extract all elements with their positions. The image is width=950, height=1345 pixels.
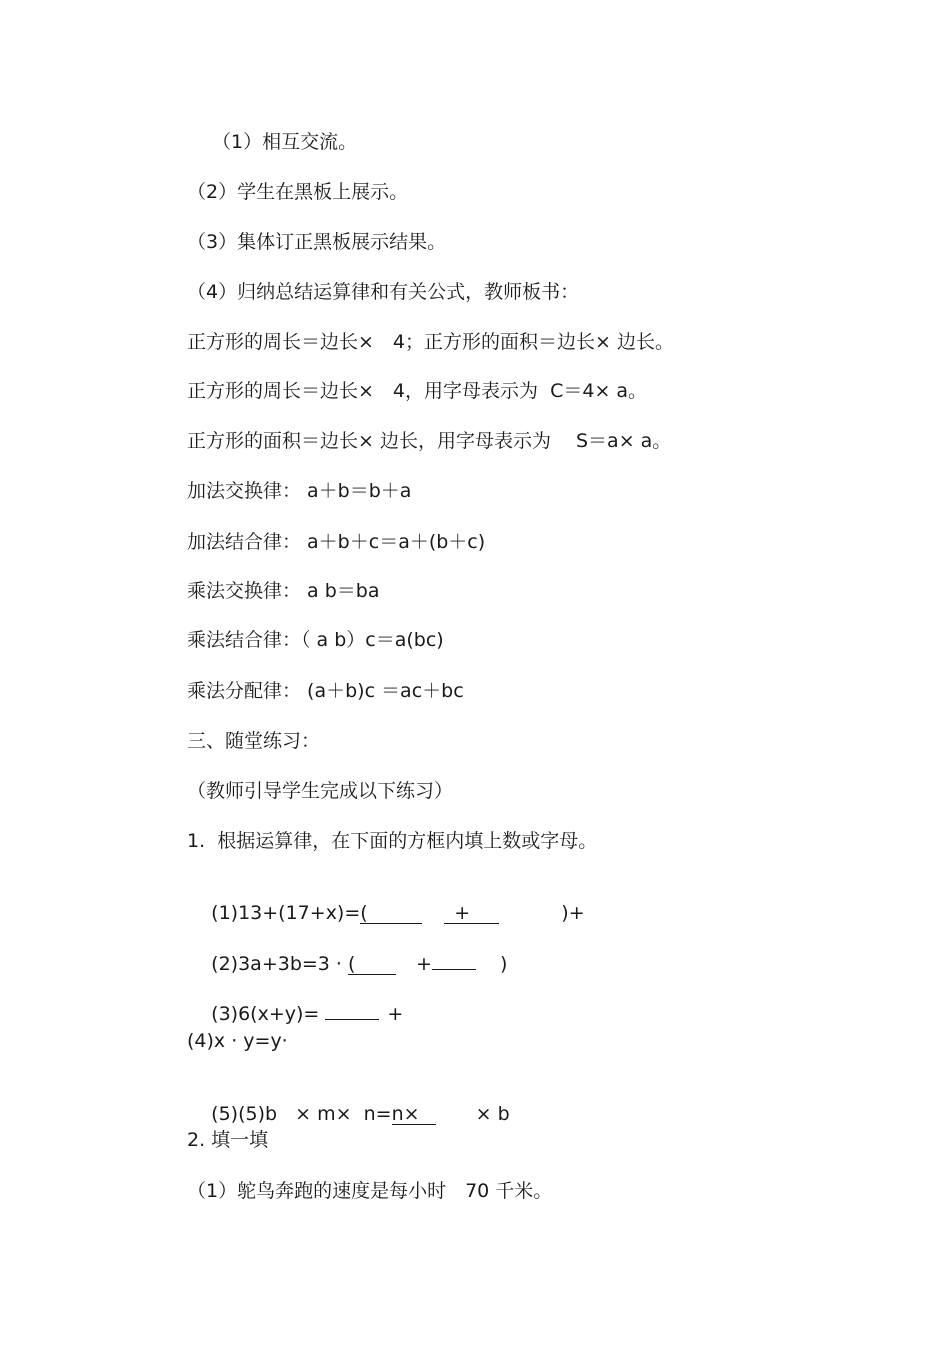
step-1: （1）相互交流。 bbox=[212, 131, 358, 153]
exercise-5-tail: × b bbox=[475, 1103, 510, 1125]
section-note: （教师引导学生完成以下练习） bbox=[187, 780, 454, 802]
formula-mul-commutative: 乘法交换律： a b＝ba bbox=[187, 580, 380, 602]
formula-mul-distributive: 乘法分配律： (a＋b)c ＝ac＋bc bbox=[187, 680, 464, 702]
step-2: （2）学生在黑板上展示。 bbox=[187, 181, 409, 203]
step-4: （4）归纳总结运算律和有关公式，教师板书： bbox=[187, 281, 580, 303]
step-3: （3）集体订正黑板展示结果。 bbox=[187, 231, 447, 253]
formula-square-perimeter-letter: 正方形的周长＝边长× 4，用字母表示为 C＝4× a。 bbox=[187, 380, 648, 402]
exercise-1-tail: )+ bbox=[561, 902, 585, 924]
exercise-3-text: (3)6(x+y)= bbox=[211, 1003, 326, 1025]
exercise-3-blank-1 bbox=[325, 1019, 379, 1020]
exercise-2-blank-2 bbox=[432, 969, 476, 970]
question-2-item-1: （1）鸵鸟奔跑的速度是每小时 70 千米。 bbox=[187, 1180, 553, 1202]
exercise-5-blank: n× bbox=[392, 1104, 436, 1125]
exercise-2-close: ) bbox=[499, 953, 508, 975]
formula-square-area-letter: 正方形的面积＝边长× 边长，用字母表示为 S＝a× a。 bbox=[187, 430, 672, 452]
exercise-3-plus: + bbox=[387, 1003, 404, 1025]
exercise-1-text: (1)13+(17+x)= bbox=[211, 902, 361, 924]
exercise-2-blank-1: ( bbox=[348, 954, 396, 975]
exercise-1-blank-1: ( bbox=[360, 903, 422, 924]
formula-add-associative: 加法结合律： a＋b＋c＝a＋(b＋c) bbox=[187, 531, 486, 553]
exercise-2-text: (2)3a+3b=3 · bbox=[211, 953, 349, 975]
formula-mul-associative: 乘法结合律：（ a b）c＝a(bc) bbox=[187, 629, 444, 651]
question-2: 2. 填一填 bbox=[187, 1129, 269, 1151]
section-title: 三、随堂练习： bbox=[187, 730, 321, 752]
formula-add-commutative: 加法交换律： a＋b＝b＋a bbox=[187, 480, 412, 502]
exercise-1-blank-2: + bbox=[444, 903, 499, 924]
question-1: 1. 根据运算律，在下面的方框内填上数或字母。 bbox=[187, 830, 598, 852]
exercise-4: (4)x · y=y· bbox=[187, 1030, 288, 1052]
formula-square-perimeter-area: 正方形的周长＝边长× 4；正方形的面积＝边长× 边长。 bbox=[187, 331, 674, 353]
exercise-2-plus: + bbox=[416, 953, 432, 975]
exercise-5-text: (5)(5)b × m× n= bbox=[211, 1103, 392, 1125]
